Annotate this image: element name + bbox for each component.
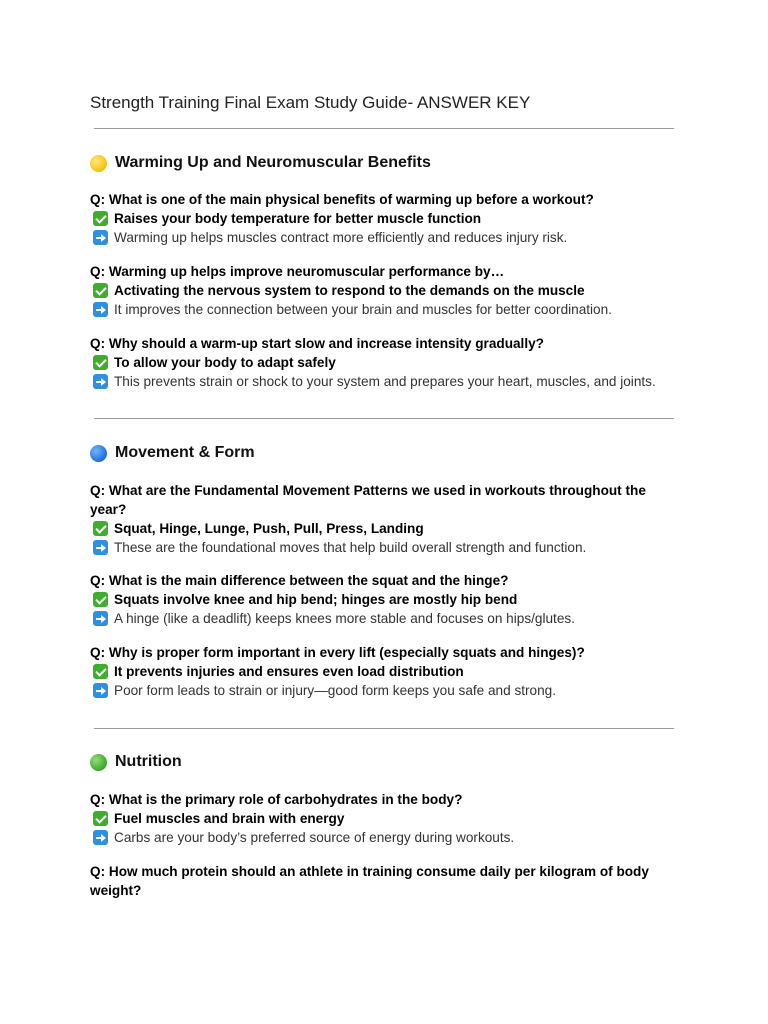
answer: To allow your body to adapt safely xyxy=(90,353,680,372)
green-circle-icon xyxy=(90,754,107,771)
answer: Squats involve knee and hip bend; hinges are mostly hip bend xyxy=(90,590,680,609)
question: Q: Why is proper form important in every lift (especially squats and hinges)? xyxy=(90,645,585,660)
check-mark-icon xyxy=(93,521,108,536)
qa-item xyxy=(90,334,680,391)
right-arrow-icon xyxy=(93,830,108,845)
right-arrow-icon xyxy=(93,683,108,698)
check-mark-icon xyxy=(93,592,108,607)
question: Q: What are the Fundamental Movement Patterns we used in workouts throughout the year? xyxy=(90,483,646,517)
section-heading-movement-form xyxy=(90,444,255,462)
answer: Fuel muscles and brain with energy xyxy=(90,809,680,828)
answer: Squat, Hinge, Lunge, Push, Pull, Press, Landing xyxy=(90,519,680,538)
question: Q: Why should a warm-up start slow and increase intensity gradually? xyxy=(90,336,544,351)
explanation: A hinge (like a deadlift) keeps knees more stable and focuses on hips/glutes. xyxy=(90,609,680,628)
check-mark-icon xyxy=(93,664,108,679)
right-arrow-icon xyxy=(93,540,108,555)
qa-item xyxy=(90,262,680,319)
explanation: This prevents strain or shock to your system and prepares your heart, muscles, and joints. xyxy=(90,372,680,391)
explanation: It improves the connection between your brain and muscles for better coordination. xyxy=(90,300,680,319)
question: Q: How much protein should an athlete in training consume daily per kilogram of body weight? xyxy=(90,864,649,898)
divider xyxy=(94,728,674,729)
check-mark-icon xyxy=(93,811,108,826)
section-title: Movement & Form xyxy=(115,444,255,461)
question: Q: What is the main difference between the squat and the hinge? xyxy=(90,573,509,588)
check-mark-icon xyxy=(93,355,108,370)
answer: It prevents injuries and ensures even load distribution xyxy=(90,662,680,681)
qa-item xyxy=(90,190,680,247)
blue-circle-icon xyxy=(90,445,107,462)
explanation: These are the foundational moves that help build overall strength and function. xyxy=(90,538,680,557)
explanation: Warming up helps muscles contract more efficiently and reduces injury risk. xyxy=(90,228,680,247)
explanation: Poor form leads to strain or injury—good form keeps you safe and strong. xyxy=(90,681,680,700)
answer: Raises your body temperature for better muscle function xyxy=(90,209,680,228)
answer: Activating the nervous system to respond to the demands on the muscle xyxy=(90,281,680,300)
section-title: Nutrition xyxy=(115,753,182,770)
right-arrow-icon xyxy=(93,374,108,389)
section-title: Warming Up and Neuromuscular Benefits xyxy=(115,154,431,171)
qa-item xyxy=(90,643,680,700)
question: Q: What is the primary role of carbohydrates in the body? xyxy=(90,792,463,807)
qa-item xyxy=(90,571,680,628)
qa-item xyxy=(90,862,680,900)
section-heading-warming-up xyxy=(90,154,431,172)
divider xyxy=(94,128,674,129)
divider xyxy=(94,418,674,419)
check-mark-icon xyxy=(93,283,108,298)
qa-item xyxy=(90,790,680,847)
right-arrow-icon xyxy=(93,611,108,626)
question: Q: What is one of the main physical benefits of warming up before a workout? xyxy=(90,192,594,207)
check-mark-icon xyxy=(93,211,108,226)
document-title: Strength Training Final Exam Study Guide- ANSWER KEY xyxy=(90,93,531,112)
section-heading-nutrition xyxy=(90,753,182,771)
question: Q: Warming up helps improve neuromuscular performance by… xyxy=(90,264,505,279)
yellow-circle-icon xyxy=(90,155,107,172)
explanation: Carbs are your body’s preferred source of energy during workouts. xyxy=(90,828,680,847)
right-arrow-icon xyxy=(93,230,108,245)
right-arrow-icon xyxy=(93,302,108,317)
qa-item xyxy=(90,481,680,557)
